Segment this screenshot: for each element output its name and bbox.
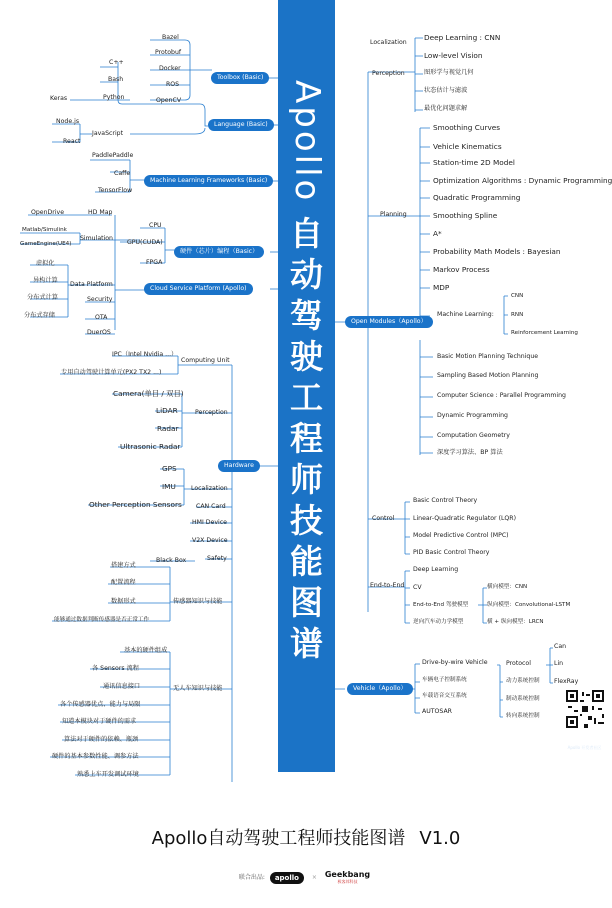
- spine-char: 驾: [290, 296, 323, 336]
- node: Basic Control Theory: [413, 497, 478, 504]
- node: Safety: [207, 555, 227, 562]
- node: Drive-by-wire Vehicle: [422, 659, 488, 666]
- node: Vehicle Kinematics: [433, 142, 502, 151]
- category-language: Language (Basic): [208, 119, 274, 131]
- node: Lin: [554, 660, 564, 667]
- spine-char: 能: [290, 542, 323, 582]
- node: AUTOSAR: [422, 708, 452, 715]
- node: Python: [103, 94, 125, 101]
- node: CAN Card: [196, 503, 226, 510]
- node: 算法对于硬件的依赖、瓶颈: [64, 736, 139, 743]
- node: Camera(单目 / 双目): [113, 389, 184, 398]
- node: 无人车知识与技能: [173, 685, 223, 692]
- node: End-to-End: [370, 582, 405, 589]
- node: Reinforcement Learning: [511, 330, 578, 336]
- node: Bazel: [162, 34, 179, 41]
- node: DuerOS: [87, 329, 111, 336]
- category-vehicle: Vehicle（Apollo）: [347, 683, 413, 695]
- node: RNN: [511, 312, 524, 318]
- node: Radar: [157, 424, 179, 433]
- node: 动力系统控制: [506, 678, 540, 684]
- node: 车辆电子控制系统: [422, 677, 467, 683]
- node: FPGA: [146, 259, 163, 266]
- node: Station-time 2D Model: [433, 158, 515, 167]
- node: Keras: [50, 95, 68, 102]
- node: Docker: [159, 65, 181, 72]
- node: Computer Science : Parallel Programming: [437, 392, 566, 399]
- cross-icon: ×: [311, 874, 317, 881]
- node: A*: [433, 229, 442, 238]
- footer-version: V1.0: [419, 828, 461, 849]
- node: Simulation: [80, 235, 113, 242]
- node: Protobuf: [155, 49, 182, 56]
- node: Control: [372, 515, 395, 522]
- node: Smoothing Curves: [433, 123, 501, 132]
- node: Low-level Vision: [424, 51, 483, 60]
- node: Computation Geometry: [437, 432, 510, 439]
- node: Smoothing Spline: [433, 211, 498, 220]
- node: GPS: [162, 464, 177, 473]
- node: OpenDrive: [31, 209, 65, 216]
- node: HD Map: [88, 209, 113, 216]
- category-ml-frameworks: Machine Learning Frameworks (Basic): [144, 175, 273, 187]
- node: Deep Learning: [413, 566, 459, 573]
- footer-title-text: Apollo自动驾驶工程师技能图谱: [151, 828, 406, 849]
- node: GameEngine(UE4): [20, 241, 72, 247]
- node: 配置流程: [111, 579, 136, 586]
- node: 基本的硬件组成: [124, 647, 168, 654]
- node: 深度学习算法、BP 算法: [437, 449, 503, 456]
- node: Security: [87, 296, 113, 303]
- node: HMI Device: [192, 519, 227, 526]
- node: Planning: [380, 211, 407, 218]
- geekbang-logo-sub: 极客邦科技: [337, 879, 358, 884]
- node: Computing Unit: [181, 357, 230, 364]
- geekbang-logo-text: Geekbang: [324, 870, 371, 879]
- category-hardware-programming: 硬件（芯片）编程（Basic）: [174, 246, 264, 258]
- node: 分布式存储: [24, 312, 55, 319]
- node: Sampling Based Motion Planning: [437, 372, 539, 379]
- node: Data Platform: [70, 281, 113, 288]
- node: 逆向汽车动力学模型: [413, 619, 464, 625]
- spine-char: 图: [290, 583, 323, 623]
- geekbang-logo-icon: [325, 870, 370, 885]
- node: 虚拟化: [36, 260, 55, 267]
- footer-title: [0, 824, 612, 850]
- node: 分布式计算: [27, 294, 58, 301]
- node: FlexRay: [554, 678, 579, 685]
- node: LiDAR: [156, 406, 178, 415]
- sponsor-label: 联合出品:: [238, 874, 265, 881]
- spine-char: 谱: [290, 624, 323, 664]
- node: 专用自动驾驶计算单元(PX2 TX2 ...): [61, 369, 162, 376]
- node: Localization: [370, 39, 407, 46]
- node: Perception: [372, 70, 405, 77]
- node: ROS: [166, 81, 180, 88]
- node: 状态估计与滤波: [424, 87, 468, 94]
- node: CPU: [149, 222, 162, 229]
- node: React: [63, 138, 81, 145]
- node: 图形学与视觉几何: [424, 69, 474, 76]
- node: OpenCV: [156, 97, 182, 104]
- node: Localization: [191, 485, 228, 492]
- node: OTA: [95, 314, 108, 321]
- node: Caffe: [114, 170, 131, 177]
- spine-char: 工: [290, 378, 323, 418]
- node: 搭建方式: [111, 562, 136, 569]
- node: Linear-Quadratic Regulator (LQR): [413, 515, 517, 522]
- spine-char: 自: [290, 214, 323, 254]
- node: 能够通过数据判断传感器是否正常工作: [54, 617, 150, 623]
- sponsors: [0, 870, 612, 885]
- node: 传感器知识与技能: [173, 598, 223, 605]
- node: 各个传感器优点、能力与局限: [60, 701, 141, 708]
- node: Other Perception Sensors: [89, 500, 182, 509]
- category-hardware: Hardware: [218, 460, 260, 472]
- node: MDP: [433, 283, 450, 292]
- node: TensorFlow: [98, 187, 133, 194]
- node: 异构计算: [33, 277, 58, 284]
- node: V2X Device: [192, 537, 228, 544]
- node: 数据形式: [111, 598, 136, 605]
- spine-char: 师: [290, 460, 323, 500]
- node: 熟悉上车开发调试环境: [77, 771, 139, 778]
- node: Model Predictive Control (MPC): [413, 532, 509, 539]
- node: Markov Process: [433, 265, 490, 274]
- node: 纵向模型：Convolutional-LSTM: [487, 602, 571, 608]
- category-toolbox: Toolbox (Basic): [211, 72, 269, 84]
- spine-title: [278, 80, 335, 664]
- node: CV: [413, 584, 422, 591]
- spine-char: 技: [290, 501, 323, 541]
- node: 车载语音交互系统: [422, 693, 467, 699]
- node: 横 + 纵向模型：LRCN: [487, 619, 544, 625]
- node: Black Box: [156, 557, 187, 564]
- qr-code-icon: [564, 688, 606, 730]
- node: 转向系统控制: [506, 713, 540, 719]
- node: IPC（Intel Nvidia ...）: [112, 351, 178, 358]
- node: Quadratic Programming: [433, 193, 521, 202]
- node: Node.js: [56, 118, 80, 125]
- node: Optimization Algorithms : Dynamic Programming: [433, 176, 612, 185]
- node: JavaScript: [92, 130, 124, 137]
- node: C++: [109, 59, 124, 66]
- node: PID Basic Control Theory: [413, 549, 490, 556]
- node: CNN: [511, 293, 524, 299]
- node: PaddlePaddle: [92, 152, 134, 159]
- node: Matlab/Simulink: [22, 227, 67, 233]
- spine-char: 动: [290, 255, 323, 295]
- node: Dynamic Programming: [437, 412, 508, 419]
- node: Basic Motion Planning Technique: [437, 353, 539, 360]
- node: 硬件的基本参数性能、调参方法: [52, 753, 139, 760]
- node: Bash: [108, 76, 124, 83]
- node: 知道本模块对于硬件的需求: [62, 718, 137, 725]
- node: 制动系统控制: [506, 696, 540, 702]
- node: 横向模型：CNN: [487, 584, 528, 590]
- node: Perception: [195, 409, 228, 416]
- spine-char: 驶: [290, 337, 323, 377]
- spine-title-en: Apollo: [287, 80, 327, 204]
- node: Deep Learning : CNN: [424, 33, 501, 42]
- node: End-to-End 驾驶模型: [413, 602, 469, 608]
- node: 最优化问题求解: [424, 105, 468, 112]
- node: Protocol: [506, 660, 531, 667]
- category-open-modules: Open Modules（Apollo）: [345, 316, 433, 328]
- qr-caption: Apollo 开发者社区: [567, 745, 602, 750]
- node: 各 Sensors 流程: [92, 665, 139, 672]
- category-cloud-platform: Cloud Service Platform (Apollo): [144, 283, 253, 295]
- node: 通讯信息接口: [103, 683, 141, 690]
- node: IMU: [162, 482, 176, 491]
- node: Can: [554, 643, 567, 650]
- node: Ultrasonic Radar: [120, 442, 181, 451]
- node: GPU(CUDA): [127, 239, 163, 246]
- node: Probability Math Models : Bayesian: [433, 247, 561, 256]
- node: Machine Learning:: [437, 311, 494, 318]
- apollo-logo-icon: apollo: [270, 872, 304, 884]
- spine-char: 程: [290, 419, 323, 459]
